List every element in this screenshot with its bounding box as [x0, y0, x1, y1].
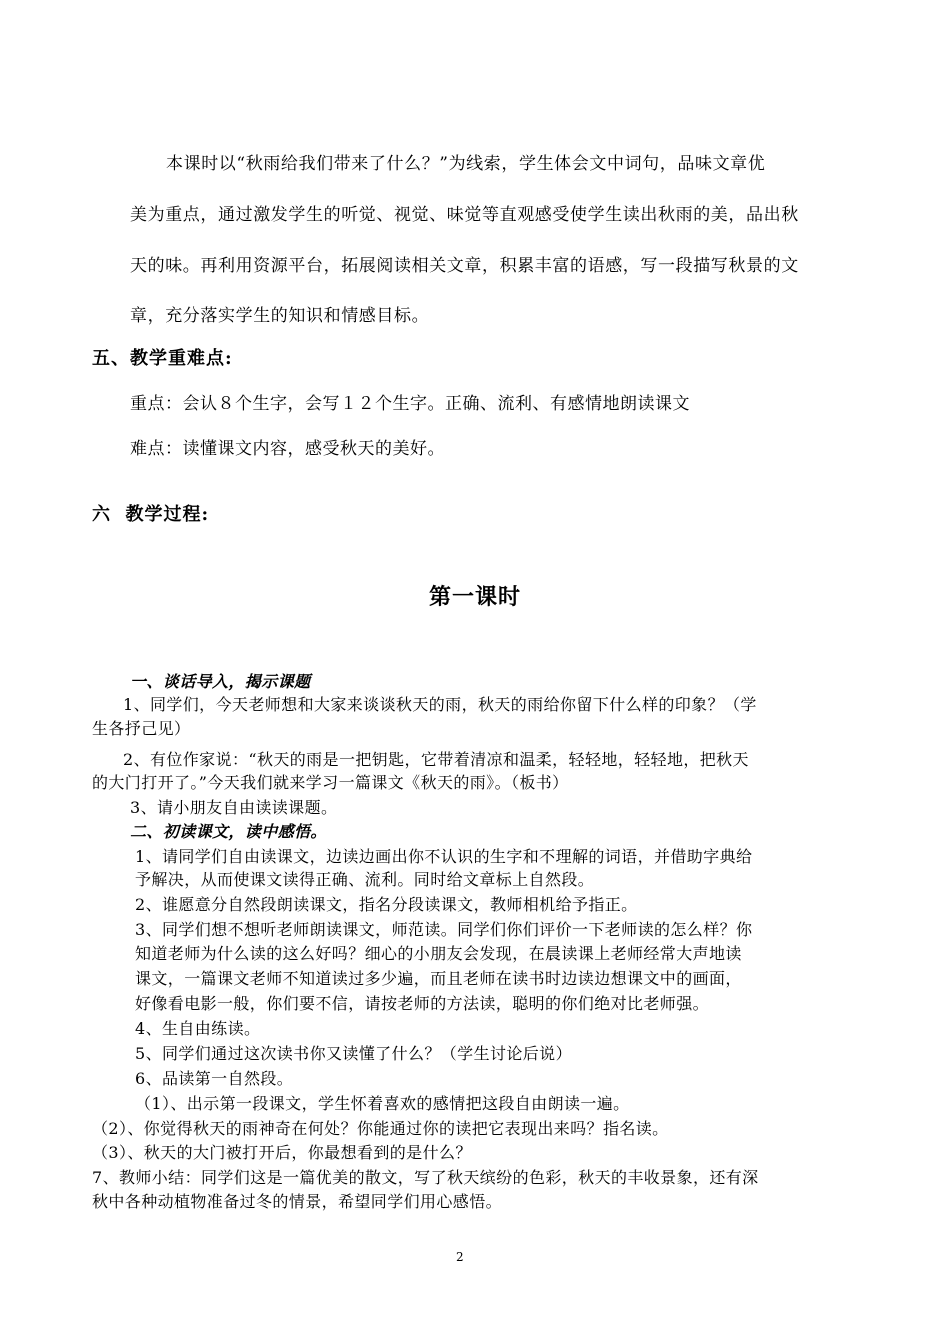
section-six-heading: 六 教学过程: — [92, 504, 210, 525]
p2-item3-line1: 3、同学们想不想听老师朗读课文，师范读。同学们你们评价一下老师读的怎么样？你 — [135, 920, 753, 939]
intro-line-1: 本课时以“秋雨给我们带来了什么？”为线索，学生体会文中词句，品味文章优 — [166, 154, 766, 174]
section-five-heading: 五、教学重难点: — [92, 348, 233, 369]
p2-item6-sub3: （3）、秋天的大门被打开后，你最想看到的是什么？ — [92, 1143, 472, 1162]
p2-item7-line2: 秋中各种动植物准备过冬的情景，希望同学们用心感悟。 — [92, 1192, 503, 1211]
p2-item6-sub2: （2）、你觉得秋天的雨神奇在何处？你能通过你的读把它表现出来吗？指名读。 — [92, 1119, 669, 1138]
intro-line-2: 美为重点，通过激发学生的听觉、视觉、味觉等直观感受使学生读出秋雨的美，品出秋 — [130, 205, 799, 225]
difficulty-text: 难点：读懂课文内容，感受秋天的美好。 — [130, 439, 445, 459]
p1-item1-line2: 生各抒己见） — [92, 719, 191, 738]
p2-item1-line2: 予解决，从而使课文读得正确、流利。同时给文章标上自然段。 — [135, 870, 595, 889]
p2-item4: 4、生自由练读。 — [135, 1019, 261, 1038]
lesson-title: 第一课时 — [428, 584, 521, 610]
key-point-text: 重点：会认８个生字，会写１２个生字。正确、流利、有感情地朗读课文 — [130, 394, 690, 414]
p2-item3-line3: 课文，一篇课文老师不知道读过多少遍，而且老师在读书时边读边想课文中的画面， — [135, 969, 742, 988]
p2-item5: 5、同学们通过这次读书你又读懂了什么？（学生讨论后说） — [135, 1044, 572, 1063]
intro-line-4: 章，充分落实学生的知识和情感目标。 — [130, 306, 430, 326]
p1-item2-line1: 2、有位作家说：“秋天的雨是一把钥匙，它带着清凉和温柔，轻轻地，轻轻地，把秋天 — [123, 750, 749, 769]
p2-item1-line1: 1、请同学们自由读课文，边读边画出你不认识的生字和不理解的词语，并借助字典给 — [135, 847, 753, 866]
part-one-title: 一、谈话导入，揭示课题 — [130, 672, 311, 691]
part-two-title: 二、初读课文，读中感悟。 — [130, 822, 327, 841]
page-number: 2 — [456, 1250, 464, 1264]
intro-line-3: 天的味。再利用资源平台，拓展阅读相关文章，积累丰富的语感，写一段描写秋景的文 — [130, 256, 799, 276]
p2-item6-sub1: （1）、出示第一段课文，学生怀着喜欢的感情把这段自由朗读一遍。 — [135, 1094, 630, 1113]
p2-item6: 6、品读第一自然段。 — [135, 1069, 294, 1088]
p2-item2: 2、谁愿意分自然段朗读课文，指名分段读课文，教师相机给予指正。 — [135, 895, 638, 914]
p1-item2-line2: 的大门打开了。”今天我们就来学习一篇课文《秋天的雨》。（板书） — [92, 773, 569, 792]
p1-item3: 3、请小朋友自由读读课题。 — [130, 798, 338, 817]
p2-item7-line1: 7、教师小结：同学们这是一篇优美的散文，写了秋天缤纷的色彩，秋天的丰收景象，还有深 — [92, 1168, 759, 1187]
p2-item3-line4: 好像看电影一般，你们要不信，请按老师的方法读，聪明的你们绝对比老师强。 — [135, 994, 710, 1013]
p2-item3-line2: 知道老师为什么读的这么好吗？细心的小朋友会发现，在晨读课上老师经常大声地读 — [135, 944, 742, 963]
p1-item1-line1: 1、同学们，今天老师想和大家来谈谈秋天的雨，秋天的雨给你留下什么样的印象？（学 — [123, 695, 757, 714]
